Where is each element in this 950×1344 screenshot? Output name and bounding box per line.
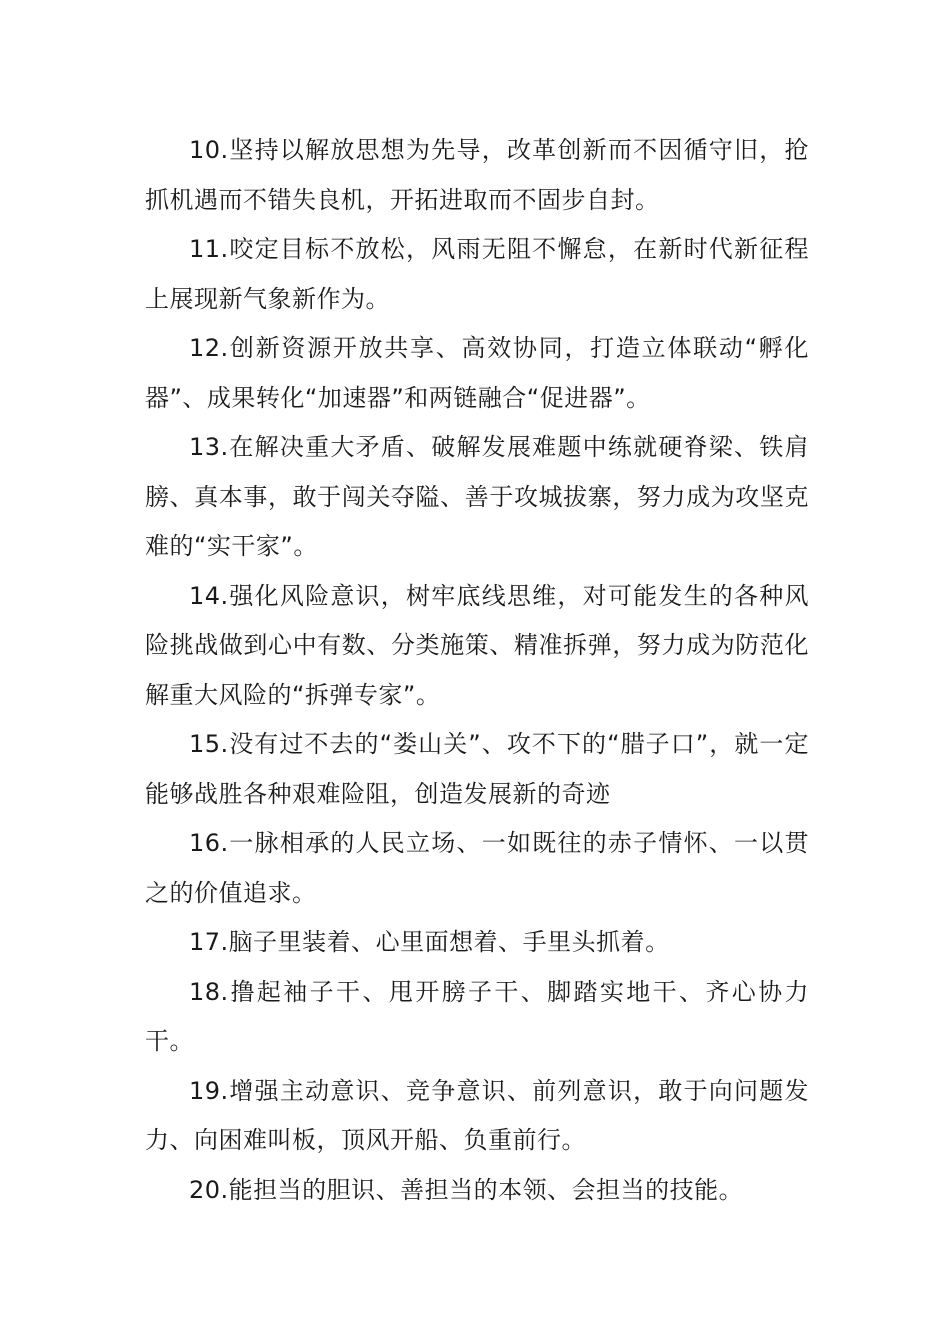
list-item-13: 13.在解决重大矛盾、破解发展难题中练就硬脊梁、铁肩膀、真本事，敢于闯关夺隘、善于攻城拔寨，努力成为攻坚克难的“实干家”。 (145, 433, 809, 560)
list-item-16: 16.一脉相承的人民立场、一如既往的赤子情怀、一以贯之的价值追求。 (145, 829, 809, 907)
list-item-20: 20.能担当的胆识、善担当的本领、会担当的技能。 (189, 1175, 744, 1204)
list-item-12: 12.创新资源开放共享、高效协同，打造立体联动“孵化器”、成果转化“加速器”和两链融合“促进器”。 (145, 334, 809, 412)
list-item-10: 10.坚持以解放思想为先导，改革创新而不因循守旧，抢抓机遇而不错失良机，开拓进取而不固步自封。 (145, 136, 809, 214)
list-item-17: 17.脑子里装着、心里面想着、手里头抓着。 (189, 928, 670, 956)
list-item-15: 15.没有过不去的“娄山关”、攻不下的“腊子口”，就一定能够战胜各种艰难险阻，创造发展新的奇迹 (145, 730, 809, 808)
list-item-14: 14.强化风险意识，树牢底线思维，对可能发生的各种风险挑战做到心中有数、分类施策、精准拆弹，努力成为防范化解重大风险的“拆弹专家”。 (145, 581, 809, 709)
list-item-18: 18.撸起袖子干、甩开膀子干、脚踏实地干、齐心协力干。 (145, 977, 809, 1055)
document-page (145, 126, 809, 1215)
list-item-19: 19.增强主动意识、竞争意识、前列意识，敢于向问题发力、向困难叫板，顶风开船、负重前行。 (145, 1076, 809, 1154)
list-item-11: 11.咬定目标不放松，风雨无阻不懈怠，在新时代新征程上展现新气象新作为。 (145, 235, 809, 313)
